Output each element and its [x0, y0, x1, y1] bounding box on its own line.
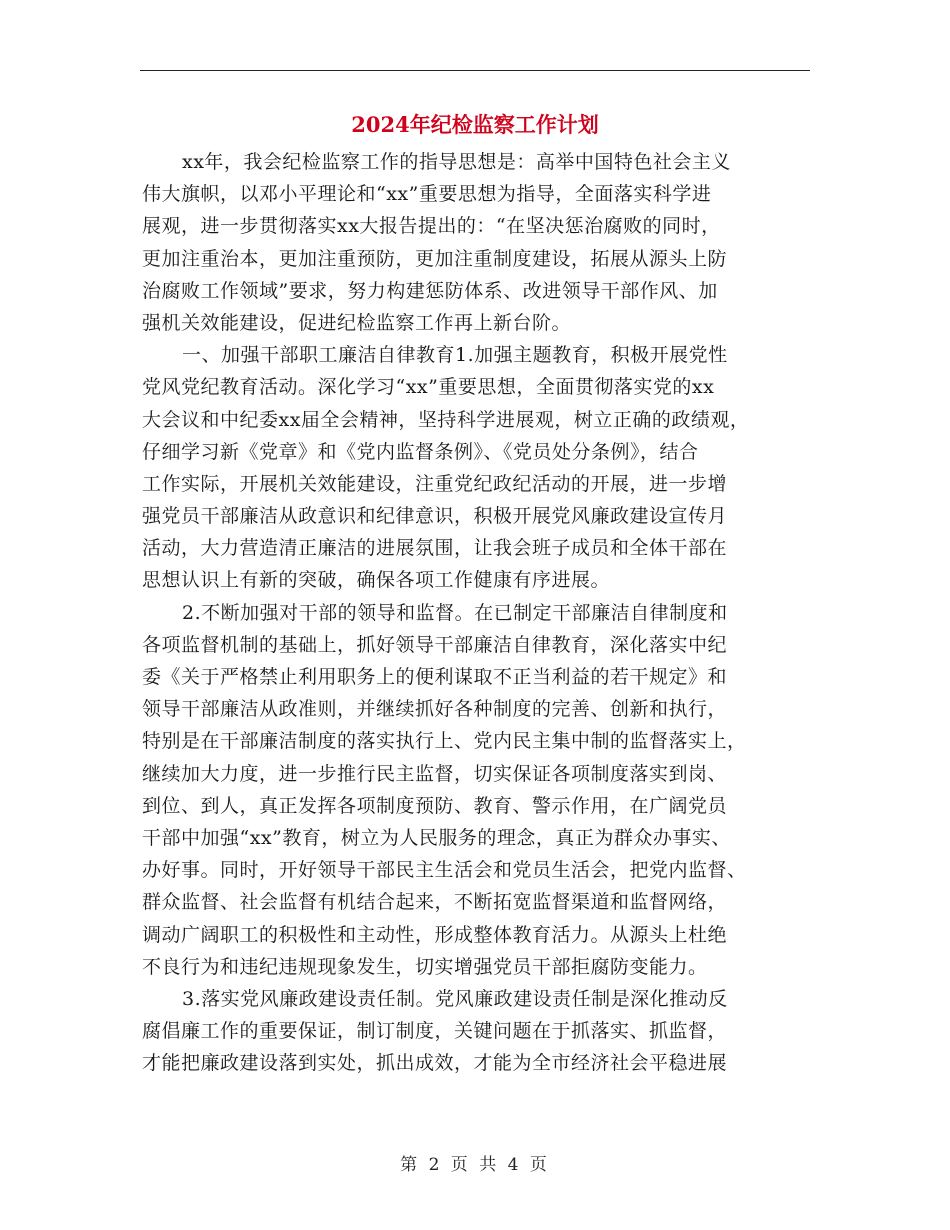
text-line: 不良行为和违纪违规现象发生，切实增强党员干部拒腐防变能力。	[142, 955, 708, 978]
text-line: 群众监督、社会监督有机结合起来，不断拓宽监督渠道和监督网络，	[142, 891, 728, 914]
text-line: 思想认识上有新的突破，确保各项工作健康有序进展。	[142, 569, 611, 592]
text-line: 继续加大力度，进一步推行民主监督，切实保证各项制度落实到岗、	[142, 762, 728, 785]
text-line: 展观，进一步贯彻落实xx大报告提出的：“在坚决惩治腐败的同时，	[142, 215, 721, 238]
text-line: 工作实际，开展机关效能建设，注重党纪政纪活动的开展，进一步增	[142, 472, 728, 495]
header-rule	[140, 70, 810, 71]
text-line: 强党员干部廉洁从政意识和纪律意识，积极开展党风廉政建设宣传月	[142, 505, 728, 528]
text-line: 2.不断加强对干部的领导和监督。在已制定干部廉洁自律制度和	[182, 601, 728, 624]
page-number-footer: 第 2 页 共 4 页	[400, 1155, 550, 1175]
text-line: 伟大旗帜，以邓小平理论和“xx”重要思想为指导，全面落实科学进	[142, 183, 712, 206]
text-line: 办好事。同时，开好领导干部民主生活会和党员生活会，把党内监督、	[142, 859, 747, 882]
text-line: 腐倡廉工作的重要保证，制订制度，关键问题在于抓落实、抓监督，	[142, 1020, 728, 1043]
text-line: 委《关于严格禁止利用职务上的便利谋取不正当利益的若干规定》和	[142, 666, 728, 688]
document-title: 2024年纪检监察工作计划	[351, 112, 599, 137]
text-line: 3.落实党风廉政建设责任制。党风廉政建设责任制是深化推动反	[182, 987, 728, 1010]
text-line: 各项监督机制的基础上，抓好领导干部廉洁自律教育，深化落实中纪	[142, 633, 728, 656]
text-line: xx年，我会纪检监察工作的指导思想是：高举中国特色社会主义	[182, 151, 731, 173]
text-line: 活动，大力营造清正廉洁的进展氛围，让我会班子成员和全体干部在	[142, 537, 728, 560]
text-line: 大会议和中纪委xx届全会精神，坚持科学进展观，树立正确的政绩观，	[142, 408, 750, 431]
text-line: 强机关效能建设，促进纪检监察工作再上新台阶。	[142, 311, 572, 334]
text-line: 特别是在干部廉洁制度的落实执行上、党内民主集中制的监督落实上，	[142, 730, 747, 753]
text-line: 党风党纪教育活动。深化学习“xx”重要思想，全面贯彻落实党的xx	[142, 376, 715, 399]
text-line: 领导干部廉洁从政准则，并继续抓好各种制度的完善、创新和执行，	[142, 698, 728, 721]
text-line: 仔细学习新《党章》和《党内监督条例》、《党员处分条例》，结合	[142, 440, 699, 463]
text-line: 到位、到人，真正发挥各项制度预防、教育、警示作用，在广阔党员	[142, 794, 728, 817]
text-line: 治腐败工作领域”要求，努力构建惩防体系、改进领导干部作风、加	[142, 279, 718, 302]
text-line: 干部中加强“xx”教育，树立为人民服务的理念，真正为群众办事实、	[142, 826, 731, 849]
text-line: 才能把廉政建设落到实处，抓出成效，才能为全市经济社会平稳进展	[142, 1052, 728, 1075]
document-body	[142, 146, 810, 1079]
text-line: 更加注重治本，更加注重预防，更加注重制度建设，拓展从源头上防	[142, 247, 728, 270]
text-line: 一、加强干部职工廉洁自律教育1.加强主题教育，积极开展党性	[182, 344, 728, 367]
text-line: 调动广阔职工的积极性和主动性，形成整体教育活力。从源头上杜绝	[142, 923, 728, 946]
